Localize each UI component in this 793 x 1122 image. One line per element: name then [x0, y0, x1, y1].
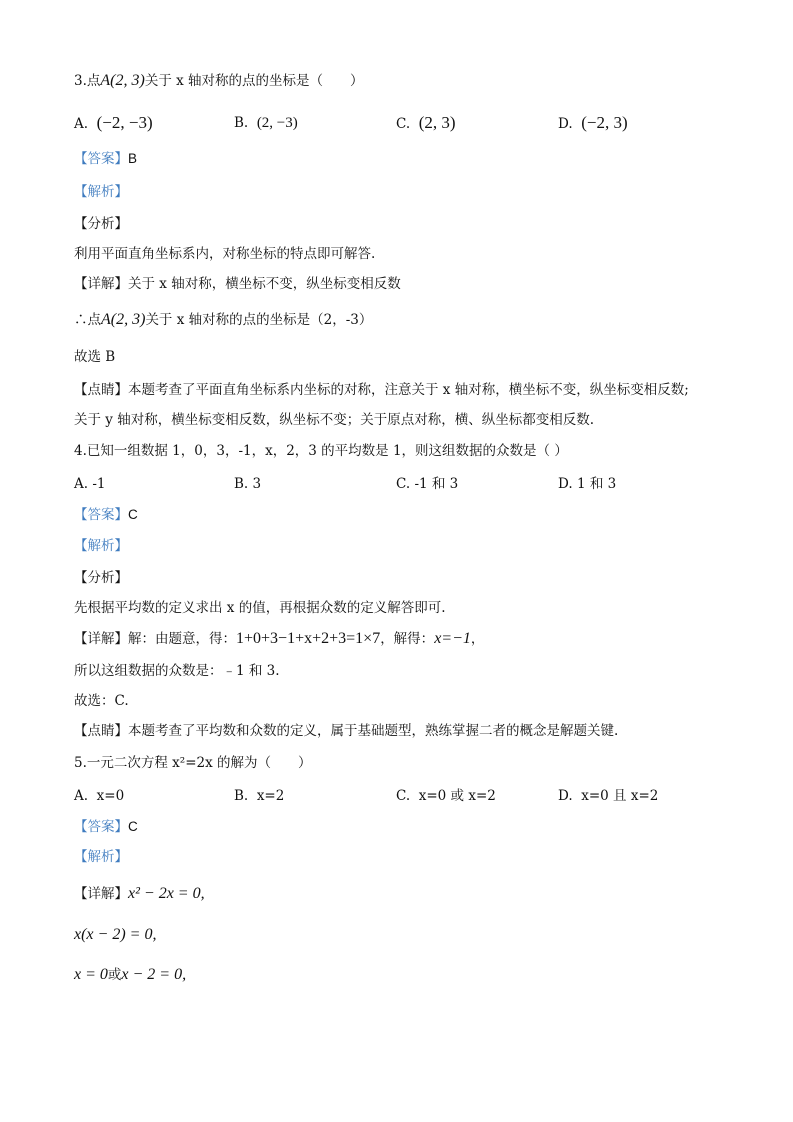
q5-detail [74, 885, 205, 903]
detail-step3b: x − 2 = 0, [121, 966, 187, 983]
q3-review-line2: 关于 y 轴对称，横坐标变相反数，纵坐标不变；关于原点对称，横、纵坐标都变相反数. [74, 412, 594, 428]
option-value: 1 和 3 [576, 476, 617, 492]
detail-tag: 【详解】 [74, 276, 128, 292]
review-tag: 【点睛】 [74, 382, 128, 398]
q4-option-d [558, 475, 616, 493]
q3-option-d [558, 114, 628, 133]
q3-stem-prefix: 3.点 [74, 73, 101, 89]
option-value: x=2 [256, 788, 285, 804]
review-text: 本题考查了平均数和众数的定义，属于基础题型，熟练掌握二者的概念是解题关键. [128, 723, 619, 739]
q4-jiexi: 【解析】 [74, 538, 128, 554]
answer-value: C [128, 507, 138, 522]
q3-option-a [74, 114, 153, 133]
answer-tag: 【答案】 [74, 819, 128, 835]
option-value: (2, −3) [256, 115, 298, 131]
q3-answer [74, 150, 137, 168]
q3-fenxi-tag: 【分析】 [74, 216, 128, 232]
option-label: A. [74, 788, 89, 804]
detail-tag: 【详解】 [74, 631, 128, 647]
option-value: x=0 或 x=2 [418, 788, 496, 804]
option-label: D. [558, 476, 573, 492]
q4-mode-text: 所以这组数据的众数是：﹣1 和 3. [74, 663, 280, 679]
option-value: x=0 [96, 788, 125, 804]
q5-answer [74, 818, 138, 836]
q3-option-c [396, 114, 456, 133]
option-label: C. [396, 476, 411, 492]
q3-option-b [234, 114, 298, 132]
option-label: A. [74, 116, 89, 132]
answer-value: C [128, 819, 138, 834]
therefore-prefix: ∴点 [74, 312, 101, 328]
q5-option-c [396, 787, 496, 805]
detail-tag: 【详解】 [74, 886, 128, 902]
q5-step3 [74, 966, 186, 984]
therefore-suffix: 关于 x 轴对称的点的坐标是（2，-3） [145, 312, 373, 328]
detail-equation: 1+0+3−1+x+2+3=1×7 [236, 630, 381, 647]
q4-option-a [74, 475, 106, 493]
q3-therefore [74, 311, 372, 329]
detail-end: ， [470, 631, 485, 647]
q5-option-d [558, 787, 658, 805]
q4-option-b [234, 475, 261, 493]
option-label: A. [74, 476, 89, 492]
q5-option-a [74, 787, 124, 805]
q4-fenxi-tag: 【分析】 [74, 570, 128, 586]
option-label: B. [234, 476, 249, 492]
option-label: D. [558, 788, 573, 804]
detail-text: 关于 x 轴对称，横坐标不变，纵坐标变相反数 [128, 276, 401, 292]
q3-stem-suffix: 关于 x 轴对称的点的坐标是（ ） [144, 73, 364, 89]
review-tag: 【点睛】 [74, 723, 128, 739]
q5-jiexi: 【解析】 [74, 849, 128, 865]
detail-step2: x(x − 2) = 0, [74, 926, 157, 943]
option-value: (2, 3) [418, 113, 456, 132]
q3-stem [74, 72, 364, 90]
option-value: (−2, 3) [581, 113, 628, 132]
q3-detail [74, 275, 401, 293]
option-value: -1 [92, 476, 106, 492]
answer-value: B [128, 151, 138, 166]
detail-step3-or: 或 [107, 967, 122, 983]
therefore-point: A(2, 3) [101, 311, 146, 328]
q3-review [74, 381, 689, 399]
q3-choose: 故选 B [74, 349, 116, 365]
option-value: 3 [252, 476, 262, 492]
option-value: x=0 且 x=2 [581, 788, 659, 804]
q4-choose: 故选：C. [74, 693, 129, 709]
answer-tag: 【答案】 [74, 151, 128, 167]
q5-option-b [234, 787, 284, 805]
detail-step3a: x = 0 [74, 966, 108, 983]
detail-step1: x² − 2x = 0, [128, 885, 205, 902]
q3-stem-point: A(2, 3) [100, 72, 145, 89]
option-value: (−2, −3) [96, 113, 153, 132]
q4-answer [74, 506, 138, 524]
option-label: D. [558, 116, 573, 132]
option-value: -1 和 3 [414, 476, 459, 492]
q4-fenxi-text: 先根据平均数的定义求出 x 的值，再根据众数的定义解答即可. [74, 600, 446, 616]
q4-review [74, 722, 618, 740]
detail-prefix: 解：由题意，得： [128, 631, 236, 647]
detail-mid: ，解得： [380, 631, 435, 647]
review-line1: 本题考查了平面直角坐标系内坐标的对称，注意关于 x 轴对称，横坐标不变，纵坐标变相反数; [128, 382, 689, 398]
q5-stem: 5.一元二次方程 x²=2x 的解为（ ） [74, 755, 312, 771]
detail-solution: x=−1 [434, 630, 471, 647]
option-label: B. [234, 115, 249, 131]
option-label: B. [234, 788, 249, 804]
q3-jiexi: 【解析】 [74, 184, 128, 200]
answer-tag: 【答案】 [74, 507, 128, 523]
option-label: C. [396, 116, 411, 132]
q4-option-c [396, 475, 458, 493]
q3-fenxi-text: 利用平面直角坐标系内，对称坐标的特点即可解答. [74, 246, 376, 262]
q4-detail [74, 630, 484, 648]
option-label: C. [396, 788, 411, 804]
q4-stem: 4.已知一组数据 1，0，3，-1，x，2，3 的平均数是 1，则这组数据的众数是（ ） [74, 443, 568, 459]
q5-step2 [74, 926, 156, 944]
